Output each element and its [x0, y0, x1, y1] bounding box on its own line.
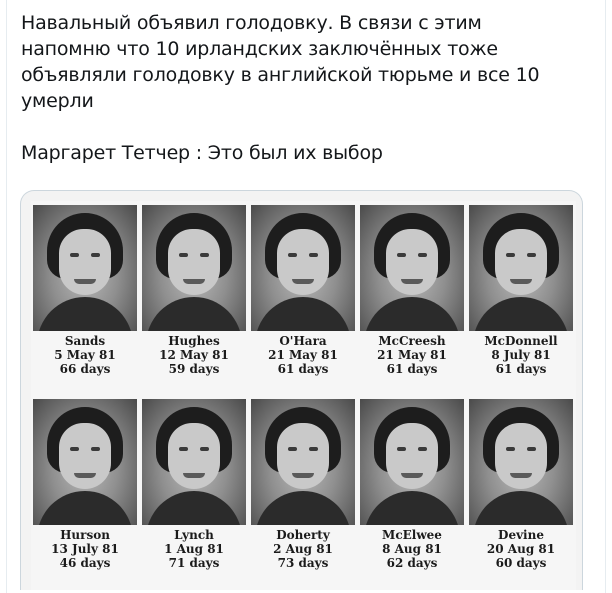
person-date: 1 Aug 81	[164, 542, 224, 556]
person-days: 66 days	[59, 362, 111, 376]
person-date: 12 May 81	[159, 348, 229, 362]
person-card	[142, 205, 246, 376]
person-date: 8 July 81	[491, 348, 551, 362]
person-caption	[251, 528, 355, 570]
person-caption	[33, 528, 137, 570]
person-days: 60 days	[495, 556, 547, 570]
person-caption	[469, 334, 573, 376]
portrait-photo	[469, 399, 573, 525]
person-date: 21 May 81	[377, 348, 447, 362]
tweet-text-line: умерли	[21, 90, 94, 112]
person-caption	[469, 528, 573, 570]
tweet-text-line: объявляли голодовку в английской тюрьме и все 10	[21, 64, 540, 86]
person-name: McCreesh	[378, 334, 446, 348]
portrait-photo	[251, 399, 355, 525]
portrait-photo	[251, 205, 355, 331]
person-days: 71 days	[168, 556, 220, 570]
person-date: 20 Aug 81	[486, 542, 556, 556]
tweet-text-line: Маргарет Тетчер : Это был их выбор	[21, 142, 383, 164]
person-date: 5 May 81	[54, 348, 116, 362]
person-card	[360, 399, 464, 570]
person-name: McElwee	[382, 528, 442, 542]
portrait-photo	[469, 205, 573, 331]
person-card	[251, 399, 355, 570]
person-name: McDonnell	[484, 334, 558, 348]
person-caption	[33, 334, 137, 376]
person-name: O'Hara	[279, 334, 327, 348]
person-caption	[142, 528, 246, 570]
tweet-media-image[interactable]	[20, 190, 583, 590]
portrait-photo	[142, 205, 246, 331]
person-caption	[360, 334, 464, 376]
person-caption	[142, 334, 246, 376]
person-card	[251, 205, 355, 376]
person-date: 13 July 81	[51, 542, 119, 556]
person-name: Devine	[498, 528, 544, 542]
person-name: Hughes	[168, 334, 220, 348]
portrait-photo	[142, 399, 246, 525]
tweet-text-line: Навальный объявил голодовку. В связи с этим	[21, 12, 482, 34]
person-card	[469, 399, 573, 570]
person-card	[33, 399, 137, 570]
person-card	[33, 205, 137, 376]
paragraph-gap	[21, 114, 596, 140]
portrait-photo	[360, 205, 464, 331]
person-days: 46 days	[59, 556, 111, 570]
person-name: Sands	[64, 334, 106, 348]
person-date: 21 May 81	[268, 348, 338, 362]
person-days: 61 days	[386, 362, 438, 376]
portrait-photo	[360, 399, 464, 525]
person-card	[142, 399, 246, 570]
person-card	[360, 205, 464, 376]
portrait-photo	[33, 205, 137, 331]
hunger-strikers-poster	[31, 201, 576, 590]
person-card	[469, 205, 573, 376]
person-days: 59 days	[168, 362, 220, 376]
portrait-photo	[33, 399, 137, 525]
person-days: 61 days	[277, 362, 329, 376]
person-caption	[360, 528, 464, 570]
tweet-text-line: напомню что 10 ирландских заключённых тоже	[21, 38, 498, 60]
person-date: 2 Aug 81	[273, 542, 333, 556]
person-days: 61 days	[495, 362, 547, 376]
person-date: 8 Aug 81	[382, 542, 442, 556]
person-days: 73 days	[277, 556, 329, 570]
person-name: Doherty	[276, 528, 330, 542]
person-name: Hurson	[60, 528, 110, 542]
person-days: 62 days	[386, 556, 438, 570]
tweet-text	[21, 10, 596, 166]
person-caption	[251, 334, 355, 376]
person-name: Lynch	[174, 528, 214, 542]
